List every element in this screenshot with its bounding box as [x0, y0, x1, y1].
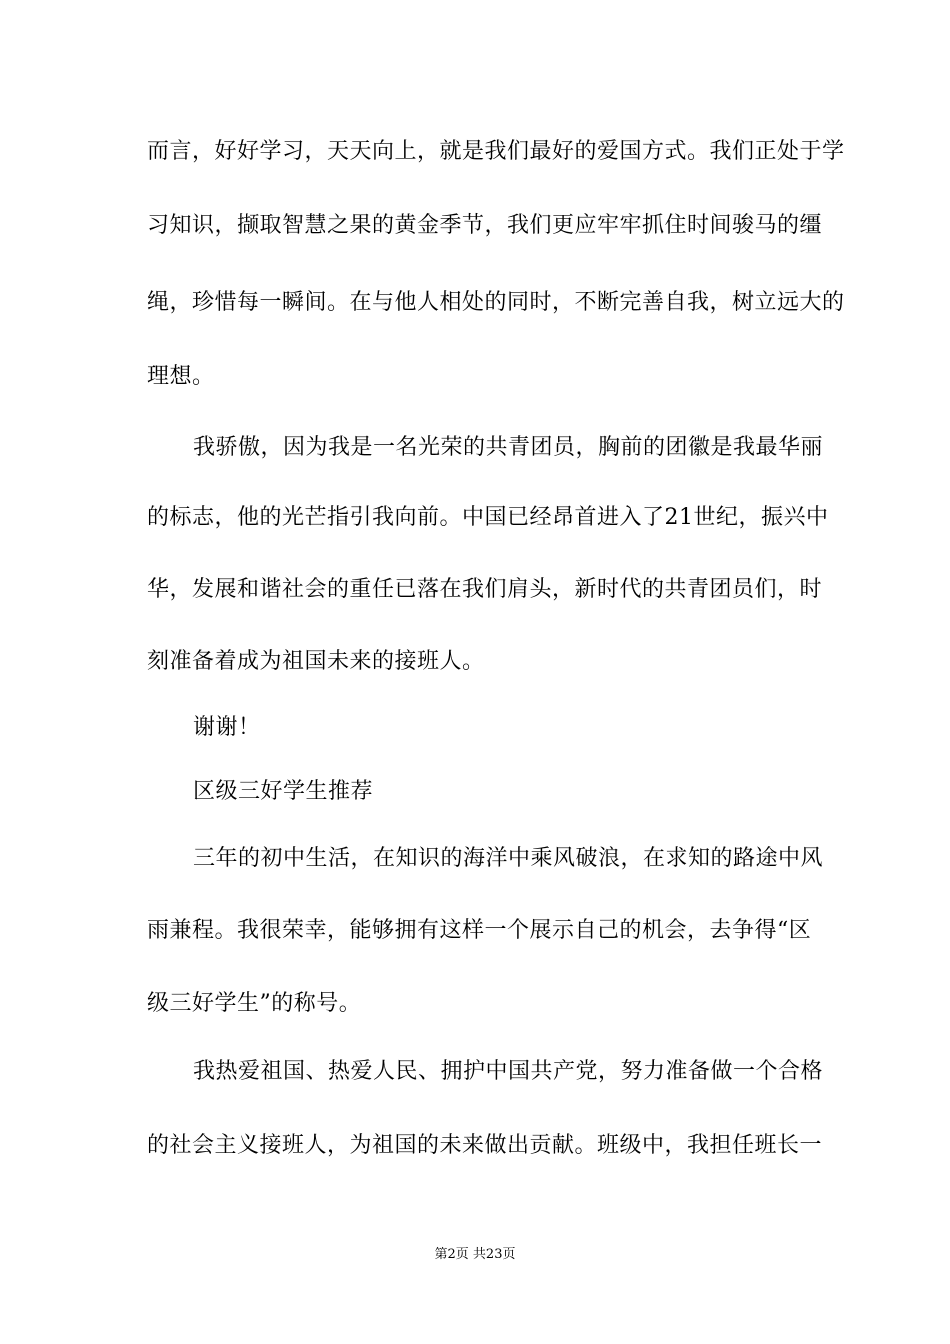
text-line: 雨兼程。我很荣幸，能够拥有这样一个展示自己的机会，去争得“区: [147, 918, 812, 943]
page-number-footer: 第2页 共23页: [434, 1247, 516, 1262]
text-line: 习知识，撷取智慧之果的黄金季节，我们更应牢牢抓住时间骏马的缰: [147, 213, 823, 238]
text-line: 的标志，他的光芒指引我向前。中国已经昂首进入了21世纪，振兴中: [147, 505, 829, 530]
closing-line: 谢谢！: [193, 715, 261, 740]
text-line: 而言，好好学习，天天向上，就是我们最好的爱国方式。我们正处于学: [147, 139, 845, 164]
section-heading: 区级三好学生推荐: [193, 779, 374, 804]
paragraph-start-line: 我热爱祖国、热爱人民、拥护中国共产党，努力准备做一个合格: [193, 1059, 824, 1084]
text-line: 绳，珍惜每一瞬间。在与他人相处的同时，不断完善自我，树立远大的: [147, 290, 845, 315]
text-line: 的社会主义接班人，为祖国的未来做出贡献。班级中，我担任班长一: [147, 1133, 823, 1158]
paragraph-start-line: 我骄傲，因为我是一名光荣的共青团员，胸前的团徽是我最华丽: [193, 435, 824, 460]
paragraph-start-line: 三年的初中生活，在知识的海洋中乘风破浪，在求知的路途中风: [193, 846, 824, 871]
text-line: 华，发展和谐社会的重任已落在我们肩头，新时代的共青团员们，时: [147, 577, 823, 602]
text-line: 刻准备着成为祖国未来的接班人。: [147, 649, 485, 674]
text-line: 级三好学生”的称号。: [147, 991, 362, 1016]
text-line: 理想。: [147, 364, 215, 389]
